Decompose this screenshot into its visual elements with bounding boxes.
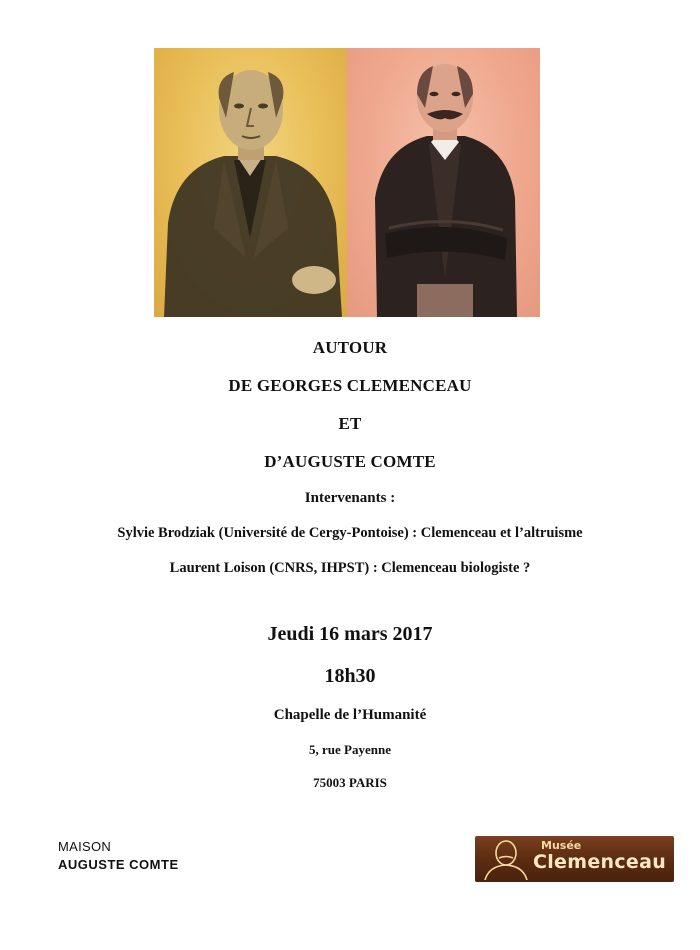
title-comte: D’AUGUSTE COMTE (264, 452, 436, 471)
maison-line1: MAISON (58, 839, 112, 854)
speakers-heading: Intervenants : (304, 490, 396, 506)
speaker-loison: Laurent Loison (CNRS, IHPST) : Clemenceau biologiste ? (169, 560, 531, 576)
musee-clemenceau-logo (475, 836, 674, 882)
title-clemenceau: DE GEORGES CLEMENCEAU (228, 376, 472, 395)
event-street: 5, rue Payenne (309, 742, 391, 757)
musee-name: Clemenceau (533, 851, 667, 873)
event-date: Jeudi 16 mars 2017 (267, 623, 433, 645)
portraits-banner (154, 48, 540, 317)
event-city: 75003 PARIS (313, 775, 387, 790)
event-time: 18h30 (324, 665, 376, 687)
musee-label: Musée (541, 839, 582, 852)
title-et: ET (338, 414, 362, 433)
maison-line2: AUGUSTE COMTE (58, 857, 179, 872)
event-venue: Chapelle de l’Humanité (273, 707, 427, 723)
speaker-brodziak: Sylvie Brodziak (Université de Cergy-Pontoise) : Clemenceau et l’altruisme (117, 525, 583, 541)
maison-auguste-comte-logo (58, 838, 179, 874)
title-autour: AUTOUR (312, 338, 388, 357)
clemenceau-portrait-icon (479, 838, 533, 880)
portrait-georges-clemenceau (347, 48, 540, 317)
portrait-auguste-comte (154, 48, 347, 317)
